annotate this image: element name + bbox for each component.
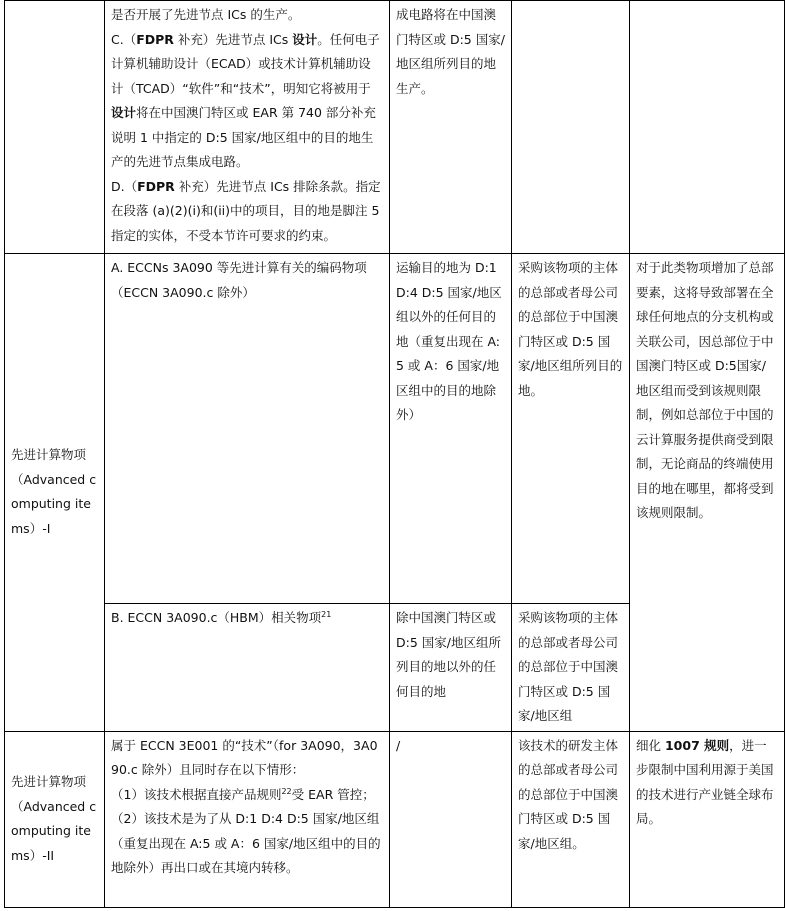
table-row-advanced-computing-1a	[5, 254, 785, 604]
item-paragraph-1	[111, 783, 383, 808]
text-run: 细化	[636, 737, 665, 753]
item-paragraph: 属于 ECCN 3E001 的“技术”（for 3A090，3A090.c 除外）且同时存在以下情形：	[111, 737, 378, 777]
item-cell-fdpr	[105, 1, 390, 254]
category-cell-advanced-computing-1: 先进计算物项（Advanced computing items）-I	[5, 254, 105, 732]
item-paragraph-c	[111, 28, 383, 175]
text-run-bold: FDPR	[137, 178, 175, 194]
entity-cell: 采购该物项的主体的总部或者母公司的总部位于中国澳门特区或 D:5 国家/地区组	[512, 604, 630, 732]
text-run: （1）该技术根据直接产品规则	[111, 786, 282, 802]
text-run: 将在中国澳门特区或 EAR 第 740 部分补充说明 1 中指定的 D:5 国家/地区组中的目的地生产的先进节点集成电路。	[111, 105, 376, 169]
text-run: D.（	[111, 178, 138, 194]
destination-cell: 除中国澳门特区或 D:5 国家/地区组所列目的地以外的任何目的地	[390, 604, 512, 732]
note-cell	[630, 731, 785, 907]
entity-cell	[512, 1, 630, 254]
entity-cell: 采购该物项的主体的总部或者母公司的总部位于中国澳门特区或 D:5 国家/地区组所列目的地。	[512, 254, 630, 604]
text-run: B. ECCN 3A090.c（HBM）相关物项	[111, 610, 322, 625]
footnote-ref: 21	[321, 609, 332, 619]
table-row-fdpr-continuation	[5, 1, 785, 254]
category-cell-empty	[5, 1, 105, 254]
note-cell	[630, 1, 785, 254]
note-cell-headquarters: 对于此类物项增加了总部要素，这将导致部署在全球任何地点的分支机构或关联公司，因总部位于中国澳门特区或 D:5国家/地区组而受到该规则限制，例如总部位于中国的云计算服务提供商受到限制，无论商品的终端使用目的地在哪里，都将受到该规则限制。	[630, 254, 785, 732]
destination-cell: 运输目的地为 D:1 D:4 D:5 国家/地区组以外的任何目的地（重复出现在 A:5 或 A：6 国家/地区组中的目的地除外）	[390, 254, 512, 604]
item-paragraph-2: （2）该技术是为了从 D:1 D:4 D:5 国家/地区组（重复出现在 A:5 或 A：6 国家/地区组中的目的地除外）再出口或在其境内转移。	[111, 811, 381, 875]
text-run: C.（	[111, 31, 137, 47]
text-run-bold: 设计	[111, 105, 137, 120]
destination-cell: 成电路将在中国澳门特区或 D:5 国家/地区组所列目的地生产。	[390, 1, 512, 254]
table-row-advanced-computing-2	[5, 731, 785, 907]
text-run: 补充）先进节点 ICs 排除条款。指定在段落 (a)(2)(i)和(ii)中的项目，目的地是脚注 5 指定的实体，不受本节许可要求的约束。	[111, 178, 381, 243]
item-paragraph: 是否开展了先进节点 ICs 的生产。	[111, 7, 301, 22]
text-run: ，进一步限制中国利用源于美国的技术进行产业链全球布局。	[636, 737, 774, 826]
footnote-ref: 22	[281, 786, 292, 796]
text-run: 受 EAR 管控；	[291, 786, 375, 802]
entity-cell: 该技术的研发主体的总部或者母公司的总部位于中国澳门特区或 D:5 国家/地区组。	[512, 731, 630, 907]
item-cell-technology	[105, 731, 390, 907]
text-run: 。任何电子计算机辅助设计（ECAD）或技术计算机辅助设计（TCAD）“软件”和“技术”，明知它将被用于	[111, 31, 380, 96]
text-run-bold: 1007 规则	[664, 737, 730, 753]
export-control-rules-table	[4, 0, 785, 908]
destination-cell: /	[390, 731, 512, 907]
item-cell-a: A. ECCNs 3A090 等先进计算有关的编码物项（ECCN 3A090.c 除外）	[105, 254, 390, 604]
text-run-bold: FDPR	[136, 31, 174, 47]
item-paragraph-d	[111, 175, 383, 249]
category-cell-advanced-computing-2: 先进计算物项（Advanced computing items）-II	[5, 731, 105, 907]
text-run: 补充）先进节点 ICs	[173, 31, 293, 47]
text-run-bold: 设计	[292, 31, 318, 47]
item-cell-b	[105, 604, 390, 732]
